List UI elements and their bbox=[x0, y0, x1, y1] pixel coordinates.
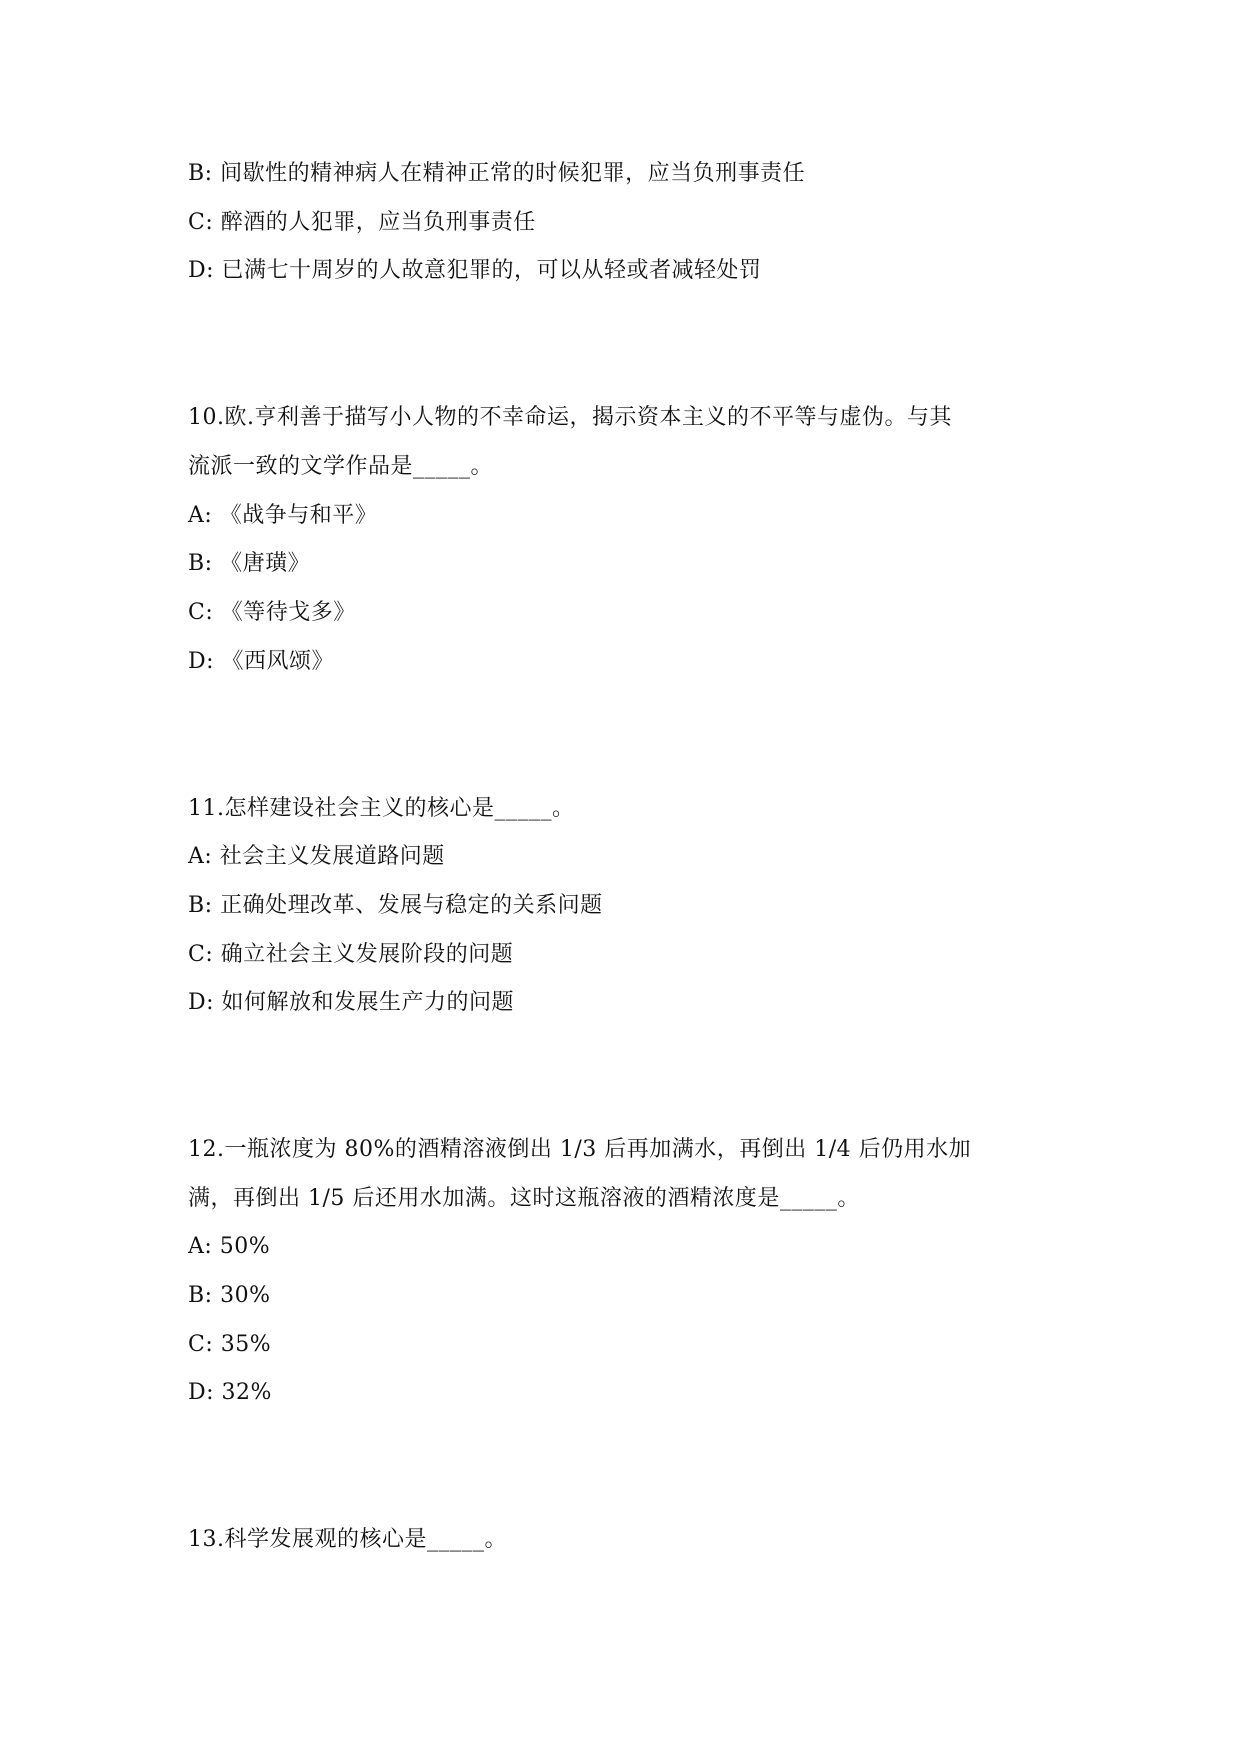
q12-option-b: B: 30% bbox=[188, 1283, 271, 1308]
q10-option-c: C: 《等待戈多》 bbox=[188, 600, 356, 625]
q13-stem: 13.科学发展观的核心是_____。 bbox=[188, 1527, 507, 1552]
q10-option-a: A: 《战争与和平》 bbox=[188, 503, 378, 528]
q9-option-c: C: 醉酒的人犯罪，应当负刑事责任 bbox=[188, 210, 536, 235]
q10-option-b: B: 《唐璜》 bbox=[188, 551, 311, 576]
q10-option-d: D: 《西风颂》 bbox=[188, 649, 335, 674]
q12-option-a: A: 50% bbox=[188, 1234, 271, 1259]
q9-option-d: D: 已满七十周岁的人故意犯罪的，可以从轻或者减轻处罚 bbox=[188, 258, 762, 283]
q10-stem-line2: 流派一致的文学作品是_____。 bbox=[188, 454, 494, 479]
q11-option-a: A: 社会主义发展道路问题 bbox=[188, 844, 445, 869]
q12-option-c: C: 35% bbox=[188, 1332, 272, 1357]
q10-stem-line1: 10.欧.亨利善于描写小人物的不幸命运，揭示资本主义的不平等与虚伪。与其 bbox=[188, 405, 952, 430]
q12-option-d: D: 32% bbox=[188, 1380, 272, 1405]
q12-stem-line1: 12.一瓶浓度为 80%的酒精溶液倒出 1/3 后再加满水，再倒出 1/4 后仍用水加 bbox=[188, 1137, 972, 1162]
q11-option-b: B: 正确处理改革、发展与稳定的关系问题 bbox=[188, 893, 603, 918]
q11-option-d: D: 如何解放和发展生产力的问题 bbox=[188, 990, 515, 1015]
q11-stem: 11.怎样建设社会主义的核心是_____。 bbox=[188, 796, 575, 821]
q12-stem-line2: 满，再倒出 1/5 后还用水加满。这时这瓶溶液的酒精浓度是_____。 bbox=[188, 1186, 860, 1211]
q11-option-c: C: 确立社会主义发展阶段的问题 bbox=[188, 942, 514, 967]
q9-option-b: B: 间歇性的精神病人在精神正常的时候犯罪，应当负刑事责任 bbox=[188, 161, 806, 186]
